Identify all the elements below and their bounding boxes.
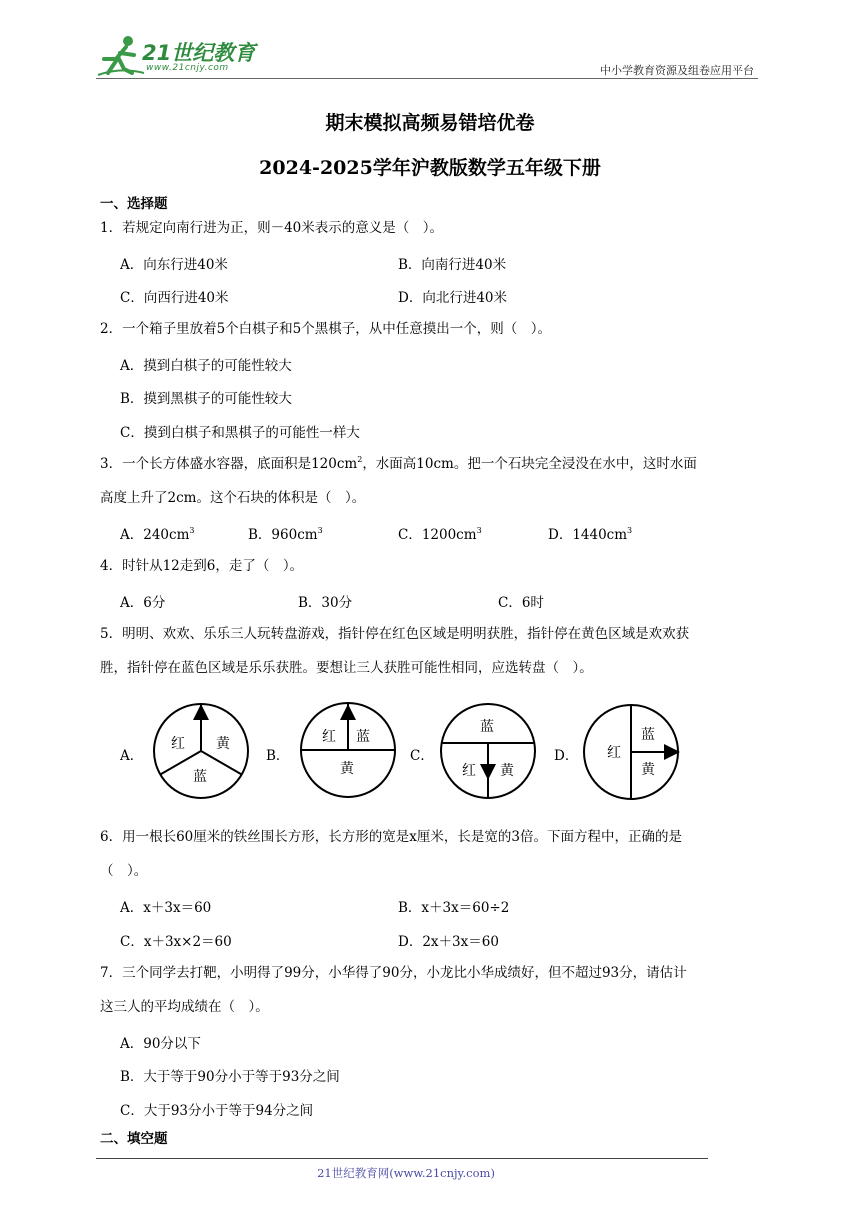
- question-1-stem: 1．若规定向南行进为正，则－40米表示的意义是（ ）。: [100, 220, 444, 236]
- question-5-option-a: A．: [120, 748, 144, 764]
- spinner-b-red-label: 红: [322, 729, 336, 745]
- question-3-option-a-text: A．240cm: [120, 527, 190, 543]
- question-2-option-c: C．摸到白棋子和黑棋子的可能性一样大: [120, 425, 360, 441]
- superscript-3: 3: [189, 526, 195, 535]
- question-3-option-a: [120, 523, 194, 543]
- question-7-option-a: A．90分以下: [120, 1036, 201, 1052]
- footer-divider: [96, 1158, 708, 1159]
- runner-logo-icon: [96, 33, 146, 79]
- spinner-a-red-label: 红: [171, 736, 185, 752]
- question-7-stem-line-2: 这三人的平均成绩在（ ）。: [100, 999, 269, 1015]
- spinner-a: [154, 704, 248, 798]
- question-5-option-b: B．: [266, 748, 290, 764]
- question-3-option-b: [248, 523, 323, 543]
- spinner-c-red-label: 红: [462, 763, 476, 779]
- question-5-option-d: D．: [554, 748, 579, 764]
- spinner-c: [441, 704, 535, 798]
- exam-title: 期末模拟高频易错培优卷: [325, 112, 535, 134]
- question-6-stem-line-1: 6．用一根长60厘米的铁丝围长方形，长方形的宽是x厘米，长是宽的3倍。下面方程中，正确的是: [100, 829, 682, 845]
- spinner-c-blue-label: 蓝: [480, 719, 494, 735]
- header-platform-text: 中小学教育资源及组卷应用平台: [600, 64, 754, 77]
- question-3-option-c: [398, 523, 482, 543]
- superscript-3: 3: [317, 526, 323, 535]
- superscript-2: 2: [357, 455, 363, 464]
- header-divider: [96, 78, 758, 79]
- logo-url: www.21cnjy.com: [146, 63, 229, 73]
- question-3-stem-part-a: 3．一个长方体盛水容器，底面积是120cm: [100, 456, 358, 472]
- spinner-a-blue-label: 蓝: [193, 769, 207, 785]
- spinner-c-yellow-label: 黄: [500, 763, 514, 779]
- question-3-stem-line-1: [100, 455, 697, 473]
- question-1-option-b: B．向南行进40米: [398, 257, 507, 273]
- question-4-option-b: B．30分: [298, 595, 353, 611]
- logo-text: 21世纪教育: [142, 41, 256, 65]
- spinner-d-yellow-label: 黄: [641, 762, 655, 778]
- question-1-option-c: C．向西行进40米: [120, 290, 229, 306]
- question-3-option-d: [548, 523, 632, 543]
- question-1-option-d: D．向北行进40米: [398, 290, 508, 306]
- question-7-stem-line-1: 7．三个同学去打靶，小明得了99分，小华得了90分，小龙比小华成绩好，但不超过93分，请估计: [100, 965, 687, 981]
- section-heading-fill-blank: 二、填空题: [100, 1131, 168, 1147]
- spinner-d: [584, 705, 678, 799]
- question-6-option-a: A．x＋3x＝60: [120, 900, 212, 916]
- question-7-option-c: C．大于93分小于等于94分之间: [120, 1103, 314, 1119]
- question-6-option-d: D．2x＋3x＝60: [398, 934, 499, 950]
- superscript-3: 3: [627, 526, 633, 535]
- section-heading-choice: 一、选择题: [100, 196, 168, 212]
- exam-subtitle: 2024-2025学年沪教版数学五年级下册: [259, 157, 601, 179]
- spinner-diagrams: [0, 690, 860, 810]
- footer-text: 21世纪教育网(www.21cnjy.com): [317, 1166, 495, 1180]
- spinner-b-yellow-label: 黄: [340, 761, 354, 777]
- question-3-option-d-text: D．1440cm: [548, 527, 628, 543]
- question-6-option-c: C．x＋3x×2＝60: [120, 934, 232, 950]
- question-5-stem-line-1: 5．明明、欢欢、乐乐三人玩转盘游戏，指针停在红色区域是明明获胜，指针停在黄色区域是欢欢获: [100, 626, 690, 642]
- question-5-stem-line-2: 胜，指针停在蓝色区域是乐乐获胜。要想让三人获胜可能性相同，应选转盘（ ）。: [100, 660, 593, 676]
- spinner-b-blue-label: 蓝: [356, 729, 370, 745]
- question-2-option-a: A．摸到白棋子的可能性较大: [120, 358, 292, 374]
- spinner-b: [301, 703, 395, 797]
- question-3-stem-line-2: 高度上升了2cm。这个石块的体积是（ ）。: [100, 490, 366, 506]
- question-4-option-c: C．6时: [498, 595, 544, 611]
- superscript-3: 3: [476, 526, 482, 535]
- question-3-stem-part-b: ，水面高10cm。把一个石块完全浸没在水中，这时水面: [362, 456, 697, 472]
- spinner-a-yellow-label: 黄: [216, 736, 230, 752]
- question-3-option-b-text: B．960cm: [248, 527, 318, 543]
- question-7-option-b: B．大于等于90分小于等于93分之间: [120, 1069, 340, 1085]
- spinner-d-blue-label: 蓝: [641, 727, 655, 743]
- question-4-stem: 4．时针从12走到6，走了（ ）。: [100, 558, 304, 574]
- question-1-option-a: A．向东行进40米: [120, 257, 228, 273]
- question-3-option-c-text: C．1200cm: [398, 527, 477, 543]
- question-6-option-b: B．x＋3x＝60÷2: [398, 900, 510, 916]
- question-6-stem-line-2: （ ）。: [100, 863, 148, 879]
- question-2-option-b: B．摸到黑棋子的可能性较大: [120, 391, 292, 407]
- question-4-option-a: A．6分: [120, 595, 166, 611]
- site-logo: [96, 33, 266, 79]
- spinner-d-red-label: 红: [607, 745, 621, 761]
- question-2-stem: 2．一个箱子里放着5个白棋子和5个黑棋子，从中任意摸出一个，则（ ）。: [100, 321, 552, 337]
- question-5-option-c: C．: [410, 748, 434, 764]
